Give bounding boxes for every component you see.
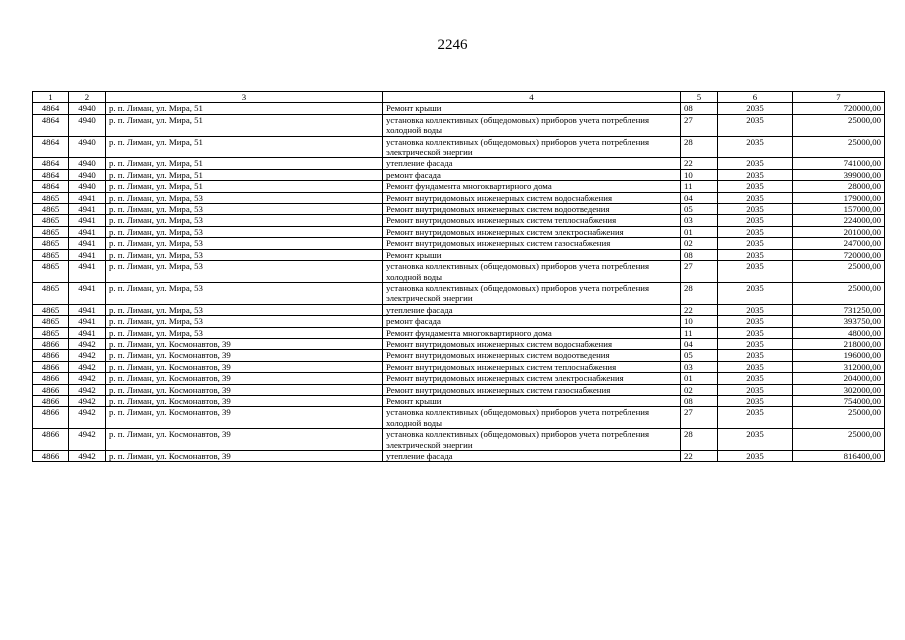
work-type-cell: Ремонт внутридомовых инженерных систем газоснабжения [383, 238, 681, 249]
row-number-cell: 4865 [33, 204, 69, 215]
work-code-cell: 28 [681, 282, 718, 304]
house-code-cell: 4940 [69, 103, 106, 114]
row-number-cell: 4866 [33, 350, 69, 361]
address-cell: р. п. Лиман, ул. Космонавтов, 39 [106, 395, 383, 406]
work-type-cell: Ремонт крыши [383, 395, 681, 406]
column-header-2: 2 [69, 92, 106, 103]
table-row [33, 169, 885, 180]
cost-cell: 25000,00 [793, 114, 885, 136]
cost-cell: 196000,00 [793, 350, 885, 361]
column-header-4: 4 [383, 92, 681, 103]
work-code-cell: 04 [681, 192, 718, 203]
house-code-cell: 4941 [69, 249, 106, 260]
work-type-cell: Ремонт внутридомовых инженерных систем газоснабжения [383, 384, 681, 395]
work-code-cell: 22 [681, 304, 718, 315]
house-code-cell: 4942 [69, 395, 106, 406]
year-cell: 2035 [718, 451, 793, 462]
work-type-cell: утепление фасада [383, 158, 681, 169]
year-cell: 2035 [718, 238, 793, 249]
row-number-cell: 4866 [33, 338, 69, 349]
table-row [33, 249, 885, 260]
work-code-cell: 03 [681, 215, 718, 226]
cost-cell: 25000,00 [793, 136, 885, 158]
year-cell: 2035 [718, 181, 793, 192]
year-cell: 2035 [718, 304, 793, 315]
year-cell: 2035 [718, 226, 793, 237]
work-type-cell: утепление фасада [383, 451, 681, 462]
row-number-cell: 4864 [33, 169, 69, 180]
year-cell: 2035 [718, 338, 793, 349]
house-code-cell: 4942 [69, 373, 106, 384]
row-number-cell: 4866 [33, 373, 69, 384]
table-row [33, 350, 885, 361]
work-type-cell: Ремонт фундамента многоквартирного дома [383, 181, 681, 192]
work-code-cell: 22 [681, 451, 718, 462]
work-type-cell: Ремонт внутридомовых инженерных систем водоснабжения [383, 192, 681, 203]
address-cell: р. п. Лиман, ул. Мира, 53 [106, 282, 383, 304]
address-cell: р. п. Лиман, ул. Мира, 53 [106, 249, 383, 260]
work-type-cell: ремонт фасада [383, 316, 681, 327]
work-type-cell: Ремонт крыши [383, 249, 681, 260]
year-cell: 2035 [718, 327, 793, 338]
work-code-cell: 11 [681, 327, 718, 338]
work-code-cell: 08 [681, 395, 718, 406]
cost-cell: 741000,00 [793, 158, 885, 169]
year-cell: 2035 [718, 103, 793, 114]
house-code-cell: 4941 [69, 238, 106, 249]
house-code-cell: 4941 [69, 192, 106, 203]
column-header-7: 7 [793, 92, 885, 103]
column-header-1: 1 [33, 92, 69, 103]
page-number: 2246 [437, 37, 468, 53]
table-row [33, 282, 885, 304]
address-cell: р. п. Лиман, ул. Мира, 53 [106, 261, 383, 283]
work-code-cell: 22 [681, 158, 718, 169]
row-number-cell: 4866 [33, 384, 69, 395]
cost-cell: 302000,00 [793, 384, 885, 395]
row-number-cell: 4865 [33, 249, 69, 260]
table-row [33, 215, 885, 226]
work-code-cell: 27 [681, 114, 718, 136]
house-code-cell: 4942 [69, 407, 106, 429]
address-cell: р. п. Лиман, ул. Мира, 51 [106, 158, 383, 169]
row-number-cell: 4864 [33, 114, 69, 136]
year-cell: 2035 [718, 282, 793, 304]
house-code-cell: 4941 [69, 226, 106, 237]
table-row [33, 103, 885, 114]
year-cell: 2035 [718, 215, 793, 226]
work-code-cell: 02 [681, 238, 718, 249]
address-cell: р. п. Лиман, ул. Космонавтов, 39 [106, 373, 383, 384]
row-number-cell: 4864 [33, 158, 69, 169]
table-row [33, 261, 885, 283]
address-cell: р. п. Лиман, ул. Мира, 51 [106, 103, 383, 114]
row-number-cell: 4866 [33, 451, 69, 462]
house-code-cell: 4940 [69, 136, 106, 158]
row-number-cell: 4865 [33, 215, 69, 226]
cost-cell: 179000,00 [793, 192, 885, 203]
house-code-cell: 4942 [69, 451, 106, 462]
house-code-cell: 4940 [69, 169, 106, 180]
column-header-3: 3 [106, 92, 383, 103]
work-code-cell: 08 [681, 249, 718, 260]
work-code-cell: 10 [681, 169, 718, 180]
address-cell: р. п. Лиман, ул. Мира, 53 [106, 316, 383, 327]
work-code-cell: 03 [681, 361, 718, 372]
work-code-cell: 11 [681, 181, 718, 192]
cost-cell: 25000,00 [793, 261, 885, 283]
cost-cell: 731250,00 [793, 304, 885, 315]
work-type-cell: Ремонт внутридомовых инженерных систем водоснабжения [383, 338, 681, 349]
table-row [33, 373, 885, 384]
address-cell: р. п. Лиман, ул. Мира, 53 [106, 204, 383, 215]
cost-cell: 720000,00 [793, 249, 885, 260]
work-code-cell: 08 [681, 103, 718, 114]
work-type-cell: Ремонт внутридомовых инженерных систем теплоснабжения [383, 361, 681, 372]
year-cell: 2035 [718, 169, 793, 180]
table-row [33, 136, 885, 158]
year-cell: 2035 [718, 114, 793, 136]
work-code-cell: 05 [681, 204, 718, 215]
row-number-cell: 4865 [33, 226, 69, 237]
year-cell: 2035 [718, 407, 793, 429]
address-cell: р. п. Лиман, ул. Космонавтов, 39 [106, 350, 383, 361]
table-row [33, 204, 885, 215]
work-type-cell: Ремонт внутридомовых инженерных систем электроснабжения [383, 373, 681, 384]
house-code-cell: 4941 [69, 316, 106, 327]
cost-cell: 204000,00 [793, 373, 885, 384]
year-cell: 2035 [718, 192, 793, 203]
address-cell: р. п. Лиман, ул. Мира, 53 [106, 304, 383, 315]
address-cell: р. п. Лиман, ул. Мира, 51 [106, 114, 383, 136]
row-number-cell: 4864 [33, 103, 69, 114]
row-number-cell: 4865 [33, 282, 69, 304]
work-code-cell: 02 [681, 384, 718, 395]
work-code-cell: 01 [681, 373, 718, 384]
house-code-cell: 4942 [69, 338, 106, 349]
year-cell: 2035 [718, 316, 793, 327]
year-cell: 2035 [718, 158, 793, 169]
house-code-cell: 4942 [69, 350, 106, 361]
table-row [33, 158, 885, 169]
cost-cell: 399000,00 [793, 169, 885, 180]
work-type-cell: Ремонт фундамента многоквартирного дома [383, 327, 681, 338]
house-code-cell: 4942 [69, 384, 106, 395]
cost-cell: 157000,00 [793, 204, 885, 215]
cost-cell: 25000,00 [793, 407, 885, 429]
address-cell: р. п. Лиман, ул. Космонавтов, 39 [106, 451, 383, 462]
house-code-cell: 4940 [69, 158, 106, 169]
work-type-cell: Ремонт внутридомовых инженерных систем водоотведения [383, 350, 681, 361]
work-type-cell: Ремонт внутридомовых инженерных систем теплоснабжения [383, 215, 681, 226]
house-code-cell: 4942 [69, 429, 106, 451]
column-header-5: 5 [681, 92, 718, 103]
work-code-cell: 04 [681, 338, 718, 349]
cost-cell: 754000,00 [793, 395, 885, 406]
cost-cell: 25000,00 [793, 429, 885, 451]
address-cell: р. п. Лиман, ул. Космонавтов, 39 [106, 429, 383, 451]
work-type-cell: Ремонт внутридомовых инженерных систем водоотведения [383, 204, 681, 215]
table-header-row [33, 92, 885, 103]
table-row [33, 407, 885, 429]
table-row [33, 238, 885, 249]
address-cell: р. п. Лиман, ул. Космонавтов, 39 [106, 407, 383, 429]
row-number-cell: 4864 [33, 136, 69, 158]
table-row [33, 304, 885, 315]
table-row [33, 451, 885, 462]
work-code-cell: 01 [681, 226, 718, 237]
row-number-cell: 4865 [33, 261, 69, 283]
table-row [33, 181, 885, 192]
table-row [33, 429, 885, 451]
address-cell: р. п. Лиман, ул. Мира, 53 [106, 238, 383, 249]
cost-cell: 25000,00 [793, 282, 885, 304]
year-cell: 2035 [718, 136, 793, 158]
cost-cell: 247000,00 [793, 238, 885, 249]
address-cell: р. п. Лиман, ул. Космонавтов, 39 [106, 361, 383, 372]
table-row [33, 327, 885, 338]
address-cell: р. п. Лиман, ул. Мира, 53 [106, 327, 383, 338]
row-number-cell: 4866 [33, 407, 69, 429]
year-cell: 2035 [718, 373, 793, 384]
house-code-cell: 4942 [69, 361, 106, 372]
year-cell: 2035 [718, 384, 793, 395]
house-code-cell: 4940 [69, 114, 106, 136]
table-body [33, 92, 885, 462]
work-type-cell: установка коллективных (общедомовых) приборов учета потребления электрической энергии [383, 136, 681, 158]
house-code-cell: 4941 [69, 282, 106, 304]
row-number-cell: 4866 [33, 361, 69, 372]
year-cell: 2035 [718, 261, 793, 283]
work-type-cell: установка коллективных (общедомовых) приборов учета потребления холодной воды [383, 261, 681, 283]
row-number-cell: 4865 [33, 304, 69, 315]
cost-cell: 224000,00 [793, 215, 885, 226]
work-type-cell: утепление фасада [383, 304, 681, 315]
row-number-cell: 4865 [33, 192, 69, 203]
house-code-cell: 4941 [69, 304, 106, 315]
cost-cell: 393750,00 [793, 316, 885, 327]
table-row [33, 395, 885, 406]
row-number-cell: 4865 [33, 238, 69, 249]
work-code-cell: 28 [681, 136, 718, 158]
work-code-cell: 28 [681, 429, 718, 451]
house-code-cell: 4941 [69, 215, 106, 226]
year-cell: 2035 [718, 350, 793, 361]
address-cell: р. п. Лиман, ул. Мира, 53 [106, 192, 383, 203]
house-code-cell: 4941 [69, 204, 106, 215]
table-row [33, 192, 885, 203]
work-code-cell: 27 [681, 407, 718, 429]
table-row [33, 226, 885, 237]
house-code-cell: 4940 [69, 181, 106, 192]
address-cell: р. п. Лиман, ул. Космонавтов, 39 [106, 384, 383, 395]
cost-cell: 218000,00 [793, 338, 885, 349]
cost-cell: 720000,00 [793, 103, 885, 114]
house-code-cell: 4941 [69, 327, 106, 338]
year-cell: 2035 [718, 429, 793, 451]
cost-cell: 28000,00 [793, 181, 885, 192]
table-row [33, 114, 885, 136]
cost-cell: 48000,00 [793, 327, 885, 338]
table-row [33, 338, 885, 349]
work-code-cell: 05 [681, 350, 718, 361]
work-type-cell: ремонт фасада [383, 169, 681, 180]
cost-cell: 201000,00 [793, 226, 885, 237]
works-table [32, 91, 885, 462]
row-number-cell: 4866 [33, 429, 69, 451]
table-row [33, 384, 885, 395]
table-row [33, 361, 885, 372]
row-number-cell: 4864 [33, 181, 69, 192]
row-number-cell: 4866 [33, 395, 69, 406]
column-header-6: 6 [718, 92, 793, 103]
address-cell: р. п. Лиман, ул. Мира, 53 [106, 226, 383, 237]
row-number-cell: 4865 [33, 316, 69, 327]
work-type-cell: установка коллективных (общедомовых) приборов учета потребления электрической энергии [383, 429, 681, 451]
cost-cell: 816400,00 [793, 451, 885, 462]
work-code-cell: 27 [681, 261, 718, 283]
address-cell: р. п. Лиман, ул. Мира, 53 [106, 215, 383, 226]
work-type-cell: установка коллективных (общедомовых) приборов учета потребления электрической энергии [383, 282, 681, 304]
row-number-cell: 4865 [33, 327, 69, 338]
address-cell: р. п. Лиман, ул. Мира, 51 [106, 169, 383, 180]
work-type-cell: Ремонт крыши [383, 103, 681, 114]
work-type-cell: установка коллективных (общедомовых) приборов учета потребления холодной воды [383, 407, 681, 429]
year-cell: 2035 [718, 249, 793, 260]
work-type-cell: Ремонт внутридомовых инженерных систем электроснабжения [383, 226, 681, 237]
house-code-cell: 4941 [69, 261, 106, 283]
year-cell: 2035 [718, 361, 793, 372]
cost-cell: 312000,00 [793, 361, 885, 372]
address-cell: р. п. Лиман, ул. Мира, 51 [106, 181, 383, 192]
year-cell: 2035 [718, 204, 793, 215]
work-code-cell: 10 [681, 316, 718, 327]
address-cell: р. п. Лиман, ул. Мира, 51 [106, 136, 383, 158]
work-type-cell: установка коллективных (общедомовых) приборов учета потребления холодной воды [383, 114, 681, 136]
address-cell: р. п. Лиман, ул. Космонавтов, 39 [106, 338, 383, 349]
table-row [33, 316, 885, 327]
year-cell: 2035 [718, 395, 793, 406]
